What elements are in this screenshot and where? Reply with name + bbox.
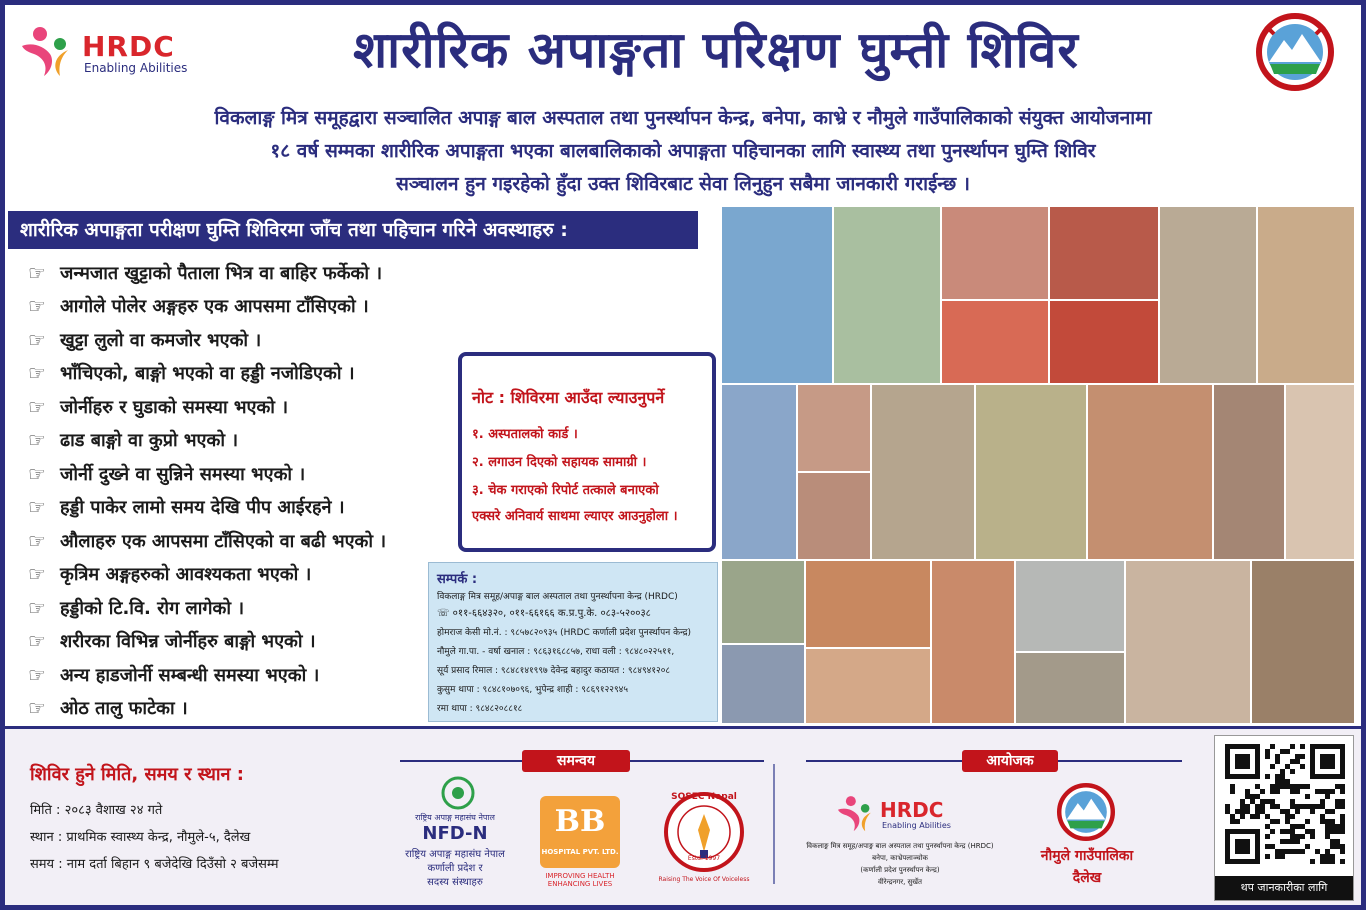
hrdc-organizer-line: वीरेन्द्रनगर, सुर्खेत <box>877 878 923 886</box>
contact-line: सूर्य प्रसाद रिमाल : ९८४८१४१९९७ देवेन्द्र बहादुर कठायत : ९८४९४१२०८ <box>437 666 671 676</box>
condition-item <box>28 558 386 592</box>
pointing-hand-icon: ☞ <box>28 696 46 721</box>
bb-tagline: IMPROVING HEALTH <box>545 872 615 880</box>
condition-text: हड्डीको टि.वि. रोग लागेको । <box>60 597 245 619</box>
hrdc-logo <box>14 22 194 82</box>
condition-item <box>28 390 386 424</box>
photo <box>1160 207 1256 383</box>
pointing-hand-icon: ☞ <box>28 294 46 319</box>
qr-code-panel[interactable] <box>1214 735 1354 901</box>
intro-line: विकलाङ्ग मित्र समूहद्वारा सञ्चालित अपाङ्ग बाल अस्पताल तथा पुनर्स्थापन केन्द्र, बनेपा, काभ्रे र नौमुले गाउँपालिकाको संयुक्त आयोजनामा <box>214 107 1152 129</box>
condition-text: ओठ तालु फाटेका । <box>60 698 188 720</box>
page-title: शारीरिक अपाङ्गता परिक्षण घुम्ती शिविर <box>353 21 1079 79</box>
condition-item <box>28 658 386 692</box>
note-item: ३. चेक गराएको रिपोर्ट तत्काले बनाएको <box>472 483 659 498</box>
bb-tagline: ENHANCING LIVES <box>547 880 613 888</box>
hrdc-organizer-line: बनेपा, काभ्रेपलाञ्चोक <box>872 854 928 862</box>
pointing-hand-icon: ☞ <box>28 461 46 486</box>
intro-paragraph <box>60 102 1306 201</box>
photo-collage <box>722 207 1354 723</box>
pointing-hand-icon: ☞ <box>28 495 46 520</box>
photo <box>1016 561 1124 651</box>
hrdc-tagline: Enabling Abilities <box>84 61 188 75</box>
photo <box>942 301 1048 383</box>
pointing-hand-icon: ☞ <box>28 361 46 386</box>
contact-box <box>428 562 718 722</box>
condition-item <box>28 357 386 391</box>
qr-code-icon <box>1225 744 1345 864</box>
pointing-hand-icon: ☞ <box>28 662 46 687</box>
photo <box>942 207 1048 299</box>
photo <box>798 473 870 559</box>
hrdc-organizer-line: (कर्णाली प्रदेश पुनर्स्थापन केन्द्र) <box>860 866 940 874</box>
condition-item <box>28 290 386 324</box>
organizer-label: आयोजक <box>962 750 1058 772</box>
condition-text: औलाहरु एक आपसमा टाँसिएको वा बढी भएको । <box>60 530 387 552</box>
condition-text: हड्डी पाकेर लामो समय देखि पीप आईरहने । <box>60 497 345 519</box>
pointing-hand-icon: ☞ <box>28 562 46 587</box>
photo <box>1126 561 1250 723</box>
condition-text: खुट्टा लुलो वा कमजोर भएको । <box>60 329 262 351</box>
contact-phones: ☏ ०११-६६४३२०, ०११-६६१६६ क.प्र.पु.के. ०८३-५२००३८ <box>437 608 651 619</box>
photo <box>1050 301 1158 383</box>
condition-text: शरीरका विभिन्न जोर्नीहरु बाङ्गो भएको । <box>60 631 316 653</box>
nfdn-sub: सदस्य संस्थाहरु <box>427 877 483 888</box>
bb-letters: BB <box>554 804 606 839</box>
photo <box>722 561 804 643</box>
photo <box>872 385 974 559</box>
condition-text: जन्मजात खुट्टाको पैताला भित्र वा बाहिर फर्केको । <box>60 262 383 284</box>
photo <box>722 207 832 383</box>
condition-text: भाँचिएको, बाङ्गो भएको वा हड्डी नजोडिएको । <box>60 363 355 385</box>
pointing-hand-icon: ☞ <box>28 629 46 654</box>
note-title: नोट : शिविरमा आउँदा ल्याउनुपर्ने <box>472 388 665 407</box>
photo <box>976 385 1086 559</box>
condition-item <box>28 323 386 357</box>
photo <box>1050 207 1158 299</box>
condition-item <box>28 692 386 726</box>
municipality-emblem-icon <box>1054 782 1118 842</box>
qr-caption: थप जानकारीका लागि <box>1215 876 1353 900</box>
condition-item <box>28 591 386 625</box>
condition-text: कृत्रिम अङ्गहरुको आवश्यकता भएको । <box>60 564 312 586</box>
contact-line: कुसुम थापा : ९८४८१०७०९६, भुपेन्द्र शाही : ९८६९१२२९४५ <box>437 685 629 695</box>
photo <box>834 207 940 383</box>
photo <box>722 385 796 559</box>
nepal-government-emblem-icon <box>1252 12 1338 92</box>
photo <box>722 645 804 723</box>
camp-time: समय : नाम दर्ता बिहान ९ बजेदेखि दिउँसो २ बजेसम्म <box>30 857 279 872</box>
pointing-hand-icon: ☞ <box>28 327 46 352</box>
photo <box>932 561 1014 723</box>
footer-divider <box>773 764 775 884</box>
condition-text: जोर्नीहरु र घुडाको समस्या भएको । <box>60 396 289 418</box>
municipality-name: नौमुले गाउँपालिका <box>1040 848 1134 864</box>
pointing-hand-icon: ☞ <box>28 528 46 553</box>
condition-item <box>28 256 386 290</box>
nfdn-name: NFD-N <box>422 823 488 844</box>
note-item: २. लगाउन दिएको सहायक सामाग्री । <box>472 455 647 470</box>
nfdn-top-text: राष्ट्रिय अपाङ्ग महासंघ नेपाल <box>415 813 495 822</box>
hrdc-organizer-line: विकलाङ्ग मित्र समूह/अपाङ्ग बाल अस्पताल तथा पुनर्स्थापना केन्द्र (HRDC) <box>806 842 994 850</box>
nfdn-logo-icon <box>440 776 476 810</box>
hrdc-organizer-name: HRDC <box>880 798 944 822</box>
photo <box>1016 653 1124 723</box>
condition-item <box>28 457 386 491</box>
sosec-tagline: Raising The Voice Of Voiceless <box>658 876 750 883</box>
condition-item <box>28 625 386 659</box>
photo <box>806 649 930 723</box>
photo <box>1214 385 1284 559</box>
condition-text: जोर्नी दुख्ने वा सुन्निने समस्या भएको । <box>60 463 306 485</box>
hrdc-figure-icon <box>14 24 72 80</box>
sosec-name: SOSEC Nepal <box>671 792 737 802</box>
pointing-hand-icon: ☞ <box>28 394 46 419</box>
photo <box>798 385 870 471</box>
pointing-hand-icon: ☞ <box>28 595 46 620</box>
contact-line: रमा थापा : ९८४८२०८८१८ <box>437 704 523 714</box>
condition-item <box>28 491 386 525</box>
coordination-label: समन्वय <box>522 750 630 772</box>
condition-text: अन्य हाडजोर्नी सम्बन्धी समस्या भएको । <box>60 664 320 686</box>
contact-line: होमराज केसी मो.नं. : ९८५७८२०९३५ (HRDC कर्णाली प्रदेश पुनर्स्थापन केन्द्र) <box>437 628 692 638</box>
pointing-hand-icon: ☞ <box>28 428 46 453</box>
conditions-header: शारीरिक अपाङ्गता परीक्षण घुम्ति शिविरमा जाँच तथा पहिचान गरिने अवस्थाहरु : <box>8 211 698 249</box>
sosec-est: Estd. 1997 <box>687 855 721 862</box>
hrdc-organizer-tagline: Enabling Abilities <box>882 821 951 830</box>
pointing-hand-icon: ☞ <box>28 260 46 285</box>
municipality-district: दैलेख <box>1072 870 1102 886</box>
condition-text: ढाड बाङ्गो वा कुप्रो भएको । <box>60 430 239 452</box>
venue-title: शिविर हुने मिति, समय र स्थान : <box>30 764 244 785</box>
hrdc-organizer-logo-icon <box>832 794 874 834</box>
condition-item <box>28 524 386 558</box>
camp-place: स्थान : प्राथमिक स्वास्थ्य केन्द्र, नौमुले-५, दैलेख <box>30 830 251 845</box>
note-box <box>458 352 716 552</box>
photo <box>1088 385 1212 559</box>
intro-line: सञ्चालन हुन गइरहेको हुँदा उक्त शिविरबाट सेवा लिनुहुन सबैमा जानकारी गराईन्छ । <box>395 173 970 195</box>
nfdn-sub: राष्ट्रिय अपाङ्ग महासंघ नेपाल <box>405 849 505 860</box>
photo <box>1286 385 1354 559</box>
contact-title: सम्पर्क : <box>437 572 478 587</box>
conditions-list <box>28 256 386 725</box>
condition-text: आगोले पोलेर अङ्गहरु एक आपसमा टाँसिएको । <box>60 296 369 318</box>
photo <box>1252 561 1354 723</box>
camp-date: मिति : २०८३ वैशाख २४ गते <box>30 803 163 818</box>
photo <box>1258 207 1354 383</box>
bb-name: HOSPITAL PVT. LTD. <box>541 848 619 856</box>
contact-org: विकलाङ्ग मित्र समूह/अपाङ्ग बाल अस्पताल तथा पुनर्स्थापना केन्द्र (HRDC) <box>437 592 678 602</box>
intro-line: १८ वर्ष सम्मका शारीरिक अपाङ्गता भएका बालबालिकाको अपाङ्गता पहिचानका लागि स्वास्थ्य तथा पुनर्स्थापन घुम्ति शिविर <box>270 140 1096 162</box>
bb-hospital-logo <box>540 796 620 868</box>
hrdc-logo-text: HRDC <box>82 30 175 63</box>
note-item: १. अस्पतालको कार्ड । <box>472 427 578 442</box>
nfdn-sub: कर्णाली प्रदेश र <box>427 863 483 874</box>
contact-line: नौमुले गा.पा. - वर्षा खनाल : ९८६३१६८८५७, राधा वली : ९८४८०२२५११, <box>437 647 675 657</box>
note-item: एक्सरे अनिवार्य साथमा ल्याएर आउनुहोला । <box>472 509 678 524</box>
photo <box>806 561 930 647</box>
condition-item <box>28 424 386 458</box>
